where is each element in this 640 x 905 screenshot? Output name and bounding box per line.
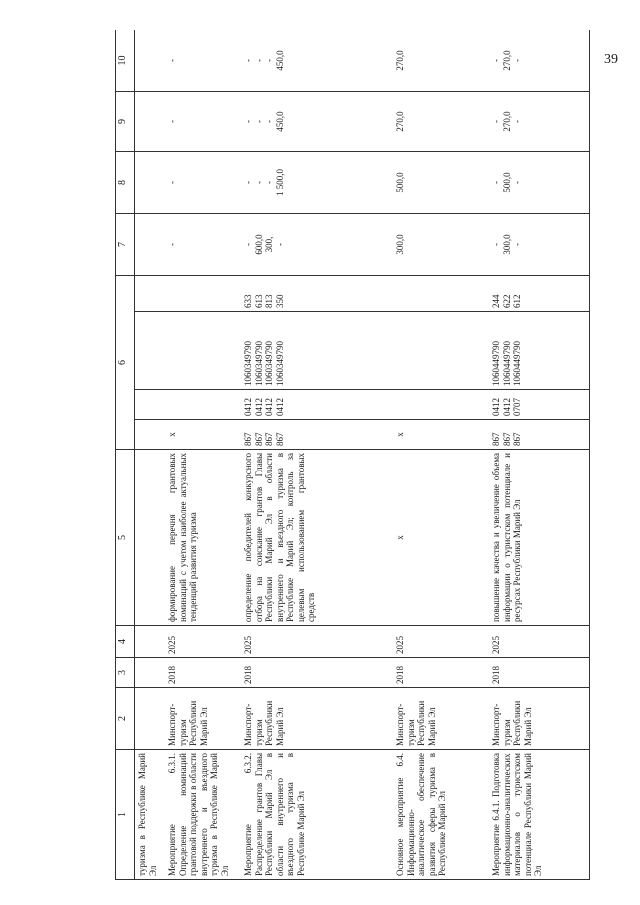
col-header-5: 5 xyxy=(116,450,135,626)
row-result: формирование перечня грантовых номинаций с учетом наиболее актуальных тенденций развития туризма xyxy=(165,450,241,626)
row-grbs xyxy=(135,420,166,450)
row-end-year: 2025 xyxy=(241,626,393,658)
row-value-8: - xyxy=(165,152,241,214)
row-name: туризма в Республике Марий Эл xyxy=(135,750,166,880)
row-start-year: 2018 xyxy=(241,658,393,688)
row-result xyxy=(135,450,166,626)
col-header-6: 6 xyxy=(116,276,135,450)
row-start-year: 2018 xyxy=(393,658,489,688)
row-name: Мероприятие 6.4.1. Подготовка информационно-аналитических материалов о туристском потенциале Республики Марий Эл xyxy=(489,750,590,880)
row-vr: 244 622 612 xyxy=(489,276,590,312)
row-value-10: 270,0 xyxy=(393,30,489,92)
col-header-4: 4 xyxy=(116,626,135,658)
row-end-year xyxy=(135,626,166,658)
row-executor: Минспорт-туризм Республики Марий Эл xyxy=(241,688,393,750)
table-row xyxy=(393,30,489,880)
row-value-9: - xyxy=(165,92,241,152)
row-rzpr xyxy=(393,390,489,420)
row-end-year: 2025 xyxy=(489,626,590,658)
page-number: 39 xyxy=(604,52,618,67)
row-end-year: 2025 xyxy=(393,626,489,658)
row-executor xyxy=(135,688,166,750)
row-result: x xyxy=(393,450,489,626)
header-row xyxy=(116,30,135,880)
row-value-8: - - - 1 500,0 xyxy=(241,152,393,214)
col-header-7: 7 xyxy=(116,214,135,276)
row-value-10: - xyxy=(165,30,241,92)
row-value-7: 300,0 xyxy=(393,214,489,276)
rotated-table-area xyxy=(115,30,635,880)
row-start-year: 2018 xyxy=(489,658,590,688)
row-csr xyxy=(165,312,241,390)
col-header-3: 3 xyxy=(116,658,135,688)
col-header-9: 9 xyxy=(116,92,135,152)
row-vr: 633 613 813 350 xyxy=(241,276,393,312)
table-row xyxy=(489,30,590,880)
row-executor: Минспорт-туризм Республики Марий Эл xyxy=(393,688,489,750)
table-row xyxy=(241,30,393,880)
row-result: повышение качества и увеличение объема информации о туристском потенциале и ресурсах Республики Марий Эл xyxy=(489,450,590,626)
row-csr: 1060349790 1060349790 1060349790 1060349790 xyxy=(241,312,393,390)
row-vr xyxy=(393,276,489,312)
row-executor: Минспорт-туризм Республики Марий Эл xyxy=(489,688,590,750)
row-value-7: - xyxy=(165,214,241,276)
row-vr xyxy=(135,276,166,312)
row-value-8: 500,0 xyxy=(393,152,489,214)
row-grbs: x xyxy=(165,420,241,450)
table-row xyxy=(135,30,166,880)
row-rzpr: 0412 0412 0707 xyxy=(489,390,590,420)
row-value-9: - - - 450,0 xyxy=(241,92,393,152)
row-value-10: - 270,0 - xyxy=(489,30,590,92)
row-rzpr xyxy=(135,390,166,420)
row-grbs: 867 867 867 867 xyxy=(241,420,393,450)
col-header-2: 2 xyxy=(116,688,135,750)
row-value-10 xyxy=(135,30,166,92)
row-value-8: - 500,0 - xyxy=(489,152,590,214)
table-landscape-frame xyxy=(115,30,635,880)
col-header-10: 10 xyxy=(116,30,135,92)
row-start-year: 2018 xyxy=(165,658,241,688)
row-value-7 xyxy=(135,214,166,276)
col-header-8: 8 xyxy=(116,152,135,214)
row-name: Основное мероприятие 6.4. Информационно-аналитическое обеспечение развития сферы туризма в Республике Марий Эл xyxy=(393,750,489,880)
row-value-10: - - - 450,0 xyxy=(241,30,393,92)
col-header-1: 1 xyxy=(116,750,135,880)
row-end-year: 2025 xyxy=(165,626,241,658)
row-rzpr xyxy=(165,390,241,420)
row-csr xyxy=(393,312,489,390)
row-value-8 xyxy=(135,152,166,214)
table-row xyxy=(165,30,241,880)
program-measures-table xyxy=(115,30,590,880)
row-name: Мероприятие 6.3.2. Распределение грантов Главы Республики Марий Эл в области внутреннего и въездного туризма в Республике Марий Эл xyxy=(241,750,393,880)
row-name: Мероприятие 6.3.1. Определение номинаций грантовой поддержки в области внутреннего и въездного туризма в Республике Марий Эл xyxy=(165,750,241,880)
row-value-9: - 270,0 - xyxy=(489,92,590,152)
row-start-year xyxy=(135,658,166,688)
row-grbs: 867 867 867 xyxy=(489,420,590,450)
row-executor: Минспорт-туризм Республики Марий Эл xyxy=(165,688,241,750)
row-result: определение победителей конкурсного отбора на соискание грантов Главы Республики Марий Эл в области внутреннего и въездного туризма в Республике Марий Эл; контроль за целевым использованием грантовых средств xyxy=(241,450,393,626)
row-csr xyxy=(135,312,166,390)
row-value-7: - 300,0 - xyxy=(489,214,590,276)
row-vr xyxy=(165,276,241,312)
row-rzpr: 0412 0412 0412 0412 xyxy=(241,390,393,420)
row-value-9: 270,0 xyxy=(393,92,489,152)
row-grbs: x xyxy=(393,420,489,450)
row-csr: 1060449790 1060449790 1060449790 xyxy=(489,312,590,390)
row-value-7: - 600,0 300, - xyxy=(241,214,393,276)
row-value-9 xyxy=(135,92,166,152)
